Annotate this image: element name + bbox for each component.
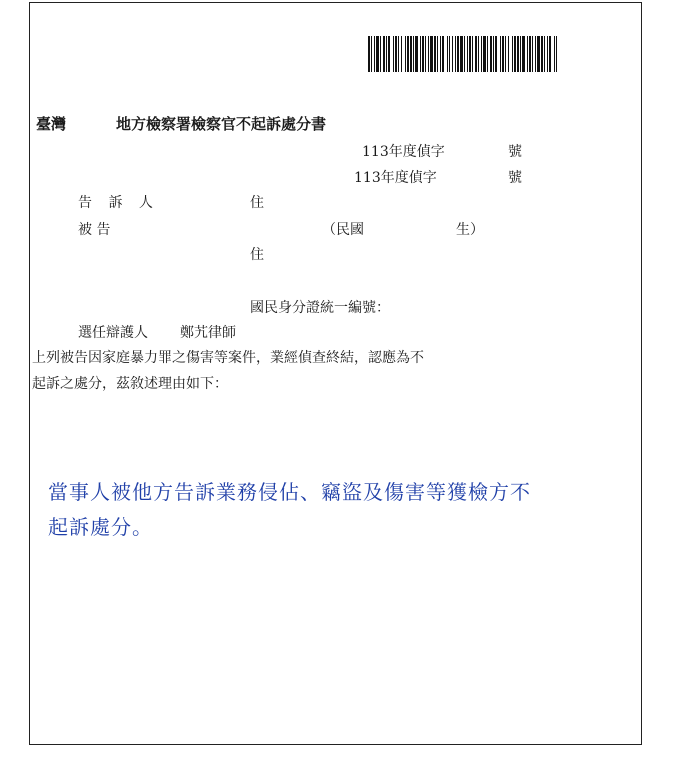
barcode-bar xyxy=(490,36,492,72)
complainant-residence-label: 住 xyxy=(250,195,264,211)
barcode-bar xyxy=(383,36,385,72)
barcode-bar xyxy=(475,36,477,72)
defendant-birth-close: 生） xyxy=(456,222,484,238)
annotation-line-1: 當事人被他方告訴業務侵佔、竊盜及傷害等獲檢方不 xyxy=(48,480,531,504)
barcode-bar xyxy=(401,36,402,72)
barcode-bar xyxy=(371,36,372,72)
barcode-bar xyxy=(422,36,424,72)
barcode-bar xyxy=(368,36,370,72)
barcode-bar xyxy=(442,36,444,72)
barcode-bar xyxy=(556,36,557,72)
barcode-bar xyxy=(425,36,426,72)
annotation-line-2: 起訴處分。 xyxy=(48,515,153,539)
defendant-residence-label: 住 xyxy=(250,247,264,263)
barcode-bar xyxy=(410,36,412,72)
barcode-bar xyxy=(508,36,509,72)
barcode-bar xyxy=(430,36,433,72)
barcode-bar xyxy=(481,36,482,72)
barcode-bar xyxy=(386,36,387,72)
barcode-bar xyxy=(428,36,429,72)
barcode-bar xyxy=(527,36,528,72)
barcode-bar xyxy=(413,36,414,72)
barcode-bar xyxy=(554,36,555,72)
barcode-bar xyxy=(407,36,409,72)
barcode-bar xyxy=(395,36,397,72)
barcode-bar xyxy=(483,36,486,72)
barcode-bar xyxy=(415,36,418,72)
barcode-bar xyxy=(464,36,465,72)
document-title: 地方檢察署檢察官不起訴處分書 xyxy=(116,115,327,133)
barcode-bar xyxy=(532,36,533,72)
barcode-bar xyxy=(457,36,459,72)
case-number-2-suffix: 號 xyxy=(508,170,522,186)
barcode-bar xyxy=(449,36,450,72)
document-page xyxy=(29,2,642,745)
barcode-bar xyxy=(434,36,436,72)
barcode-bar xyxy=(535,36,536,72)
body-text-line-2: 起訴之處分，茲敘述理由如下： xyxy=(32,376,228,392)
barcode-bar xyxy=(547,36,548,72)
barcode-bar xyxy=(529,36,531,72)
document-title-region: 臺灣 xyxy=(36,115,67,133)
barcode-bar xyxy=(522,36,525,72)
defendant-label: 被 告 xyxy=(78,222,111,238)
barcode-bar xyxy=(420,36,421,72)
barcode-bar xyxy=(380,36,381,72)
annotation-note xyxy=(48,475,608,545)
barcode-bar xyxy=(447,36,448,72)
defendant-birth-open: （民國 xyxy=(322,222,364,238)
barcode-bar xyxy=(512,36,513,72)
barcode-bar xyxy=(437,36,438,72)
barcode-bar xyxy=(478,36,479,72)
barcode-bar xyxy=(541,36,543,72)
barcode-bar xyxy=(374,36,375,72)
barcode-bar xyxy=(520,36,521,72)
barcode-bar xyxy=(505,36,506,72)
barcode-bar xyxy=(495,36,497,72)
case-number-1: 113年度偵字 xyxy=(362,144,445,160)
id-number-label: 國民身分證統一編號： xyxy=(250,300,390,316)
barcode xyxy=(368,36,558,72)
barcode-bar xyxy=(469,36,471,72)
case-number-2: 113年度偵字 xyxy=(354,170,437,186)
barcode-bar xyxy=(544,36,545,72)
barcode-bar xyxy=(487,36,488,72)
complainant-label: 告 訴 人 xyxy=(78,195,159,211)
barcode-bar xyxy=(376,36,379,72)
defense-counsel-name: 鄭艽律師 xyxy=(180,325,236,341)
barcode-bar xyxy=(467,36,468,72)
barcode-bar xyxy=(472,36,473,72)
barcode-bar xyxy=(398,36,399,72)
barcode-bar xyxy=(502,36,504,72)
barcode-bar xyxy=(493,36,494,72)
barcode-bar xyxy=(517,36,519,72)
barcode-bar xyxy=(549,36,551,72)
barcode-bar xyxy=(440,36,441,72)
case-number-1-suffix: 號 xyxy=(508,144,522,160)
barcode-bar xyxy=(388,36,390,72)
barcode-bar xyxy=(537,36,540,72)
barcode-bar xyxy=(500,36,501,72)
barcode-bar xyxy=(393,36,394,72)
barcode-bar xyxy=(514,36,516,72)
defense-counsel-label: 選任辯護人 xyxy=(78,325,148,341)
barcode-bar xyxy=(405,36,406,72)
barcode-bar xyxy=(452,36,453,72)
body-text-line-1: 上列被告因家庭暴力罪之傷害等案件，業經偵查終結，認應為不 xyxy=(32,350,424,366)
barcode-bar xyxy=(455,36,456,72)
barcode-bar xyxy=(460,36,463,72)
